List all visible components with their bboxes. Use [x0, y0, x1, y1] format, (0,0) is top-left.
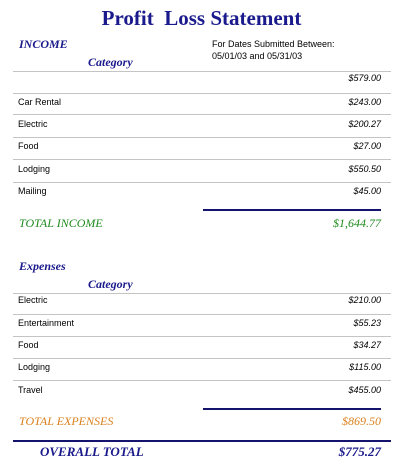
income-row-category: Electric [18, 119, 48, 129]
overall-total-amount: $775.27 [338, 444, 381, 459]
income-row [13, 186, 381, 200]
income-row-category: Food [18, 141, 39, 151]
expenses-heading: Expenses [19, 259, 66, 273]
row-divider [13, 314, 391, 315]
expense-row-category: Lodging [18, 362, 51, 372]
expense-row [13, 340, 381, 354]
income-row [13, 97, 381, 111]
expense-row [13, 318, 381, 332]
income-row [13, 73, 381, 87]
expense-row [13, 362, 381, 376]
row-divider [13, 93, 391, 94]
expenses-header-divider [13, 293, 391, 294]
row-divider [13, 137, 391, 138]
row-divider [13, 358, 391, 359]
total-income-label: TOTAL INCOME [19, 216, 103, 230]
expense-row-amount: $455.00 [348, 385, 381, 395]
income-row-amount: $550.50 [348, 164, 381, 174]
income-row [13, 164, 381, 178]
overall-total-label: OVERALL TOTAL [40, 444, 144, 459]
total-expenses-amount: $869.50 [342, 414, 381, 428]
report-title: Profit Loss Statement [101, 6, 302, 30]
total-expenses-label: TOTAL EXPENSES [19, 414, 114, 428]
expense-row-category: Travel [18, 385, 43, 395]
income-row-amount: $200.27 [348, 119, 381, 129]
expense-row-amount: $55.23 [353, 318, 381, 328]
income-category-header: Category [88, 55, 133, 69]
income-row-amount: $579.00 [348, 73, 381, 83]
income-heading: INCOME [19, 37, 68, 51]
expense-row [13, 385, 381, 399]
income-header-divider [13, 71, 391, 72]
date-range [212, 38, 335, 62]
expense-row-category: Entertainment [18, 318, 75, 328]
date-range-value: 05/01/03 and 05/31/03 [212, 51, 303, 61]
expenses-category-header: Category [88, 277, 133, 291]
row-divider [13, 336, 391, 337]
row-divider [13, 114, 391, 115]
expense-row-amount: $210.00 [348, 295, 381, 305]
date-range-label: For Dates Submitted Between: [212, 39, 335, 49]
income-row-category: Lodging [18, 164, 51, 174]
income-row-amount: $243.00 [348, 97, 381, 107]
expenses-total-rule [203, 408, 381, 410]
expense-row [13, 295, 381, 309]
income-row [13, 141, 381, 155]
income-row [13, 119, 381, 133]
overall-divider [13, 440, 391, 442]
income-row-amount: $45.00 [353, 186, 381, 196]
total-income-amount: $1,644.77 [333, 216, 381, 230]
expense-row-amount: $34.27 [353, 340, 381, 350]
row-divider [13, 182, 391, 183]
income-row-category: Mailing [18, 186, 47, 196]
expense-row-amount: $115.00 [349, 362, 381, 372]
expense-row-category: Electric [18, 295, 48, 305]
income-row-amount: $27.00 [353, 141, 381, 151]
income-total-rule [203, 209, 381, 211]
row-divider [13, 159, 391, 160]
income-row-category: Car Rental [18, 97, 62, 107]
row-divider [13, 380, 391, 381]
expense-row-category: Food [18, 340, 39, 350]
